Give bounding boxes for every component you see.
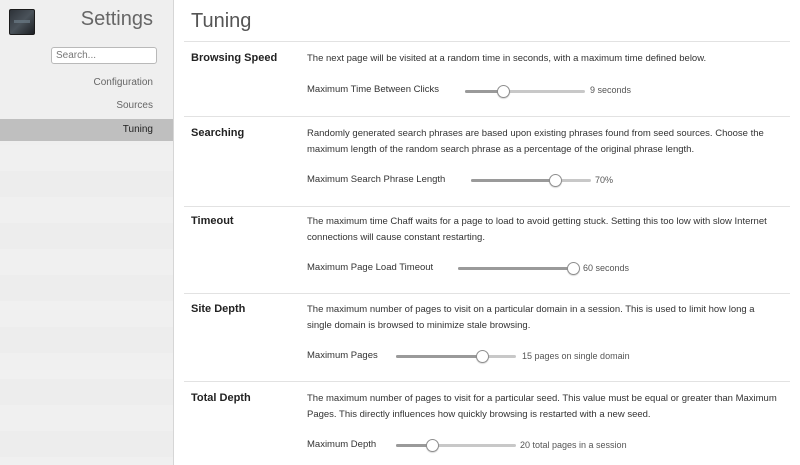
section-divider	[184, 116, 790, 117]
app-icon	[9, 9, 35, 35]
section-description: The maximum number of pages to visit on a particular domain in a session. This is used to limit how long a single domain is browsed to minimize stale browsing.	[307, 304, 755, 331]
sidebar-item-tuning[interactable]: Tuning	[0, 119, 173, 141]
slider-max-pages[interactable]	[396, 355, 516, 358]
slider-value: 9 seconds	[590, 85, 632, 95]
page-title: Tuning	[191, 10, 252, 32]
slider-max-time-between-clicks[interactable]	[465, 90, 585, 93]
section-title-site-depth: Site Depth	[191, 303, 246, 315]
search-input[interactable]	[51, 47, 157, 64]
slider-max-search-phrase-length[interactable]	[471, 179, 591, 182]
section-title-total-depth: Total Depth	[191, 392, 251, 404]
slider-thumb[interactable]	[567, 262, 580, 275]
section-description: The maximum number of pages to visit for a particular seed. This value must be equal or greater than Maximum Pages. This directly influences how quickly browsing is restarted with a new seed.	[307, 393, 777, 420]
section-divider	[184, 381, 790, 382]
section-title-searching: Searching	[191, 127, 245, 139]
slider-thumb[interactable]	[476, 350, 489, 363]
section-description: The next page will be visited at a random time in seconds, with a maximum time defined below.	[307, 53, 707, 64]
slider-value: 60 seconds	[583, 263, 630, 273]
slider-value: 70%	[595, 175, 614, 185]
setting-label: Maximum Page Load Timeout	[307, 262, 434, 273]
sidebar-title: Settings	[80, 8, 153, 30]
sidebar-background	[0, 145, 173, 465]
setting-label: Maximum Time Between Clicks	[307, 84, 439, 95]
section-divider	[184, 293, 790, 294]
slider-fill	[396, 355, 482, 358]
sidebar	[0, 0, 174, 465]
sidebar-item-configuration[interactable]: Configuration	[93, 77, 153, 88]
slider-max-page-load-timeout[interactable]	[458, 267, 573, 270]
section-title-browsing-speed: Browsing Speed	[191, 52, 278, 64]
section-description: Randomly generated search phrases are based upon existing phrases found from seed sources. Choose the maximum length of the random search phrase as a percentage of the original phrase length.	[307, 128, 764, 155]
section-divider	[184, 41, 790, 42]
slider-thumb[interactable]	[497, 85, 510, 98]
sidebar-item-sources[interactable]: Sources	[116, 100, 153, 111]
slider-thumb[interactable]	[549, 174, 562, 187]
slider-fill	[471, 179, 555, 182]
section-divider	[184, 206, 790, 207]
section-description: The maximum time Chaff waits for a page to load to avoid getting stuck. Setting this too low with slow Internet connections will cause constant restarting.	[307, 216, 767, 243]
slider-value: 15 pages on single domain	[522, 351, 630, 361]
slider-max-depth[interactable]	[396, 444, 516, 447]
slider-thumb[interactable]	[426, 439, 439, 452]
setting-label: Maximum Pages	[307, 350, 378, 361]
main-panel	[174, 0, 800, 465]
slider-value: 20 total pages in a session	[520, 440, 627, 450]
slider-fill	[458, 267, 573, 270]
setting-label: Maximum Search Phrase Length	[307, 174, 446, 185]
setting-label: Maximum Depth	[307, 439, 377, 450]
section-title-timeout: Timeout	[191, 215, 234, 227]
